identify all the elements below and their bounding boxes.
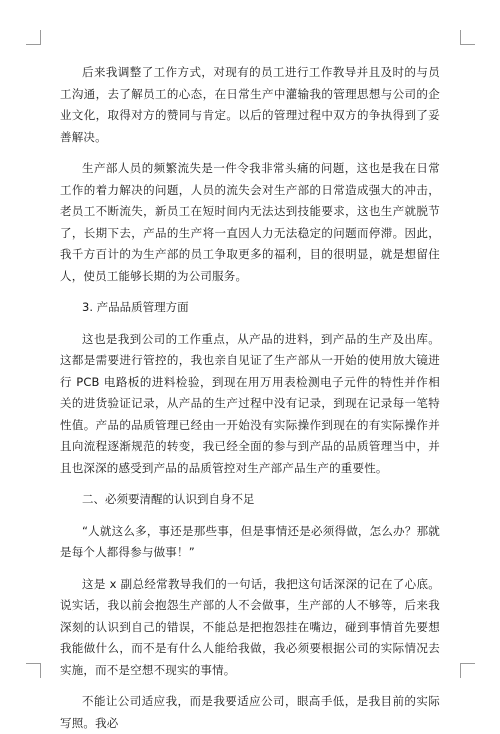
crop-mark-bottom-left: [26, 663, 41, 678]
crop-mark-top-right: [460, 30, 475, 45]
document-body: [60, 62, 440, 734]
section-heading-quality: 3. 产品品质管理方面: [82, 300, 189, 314]
crop-mark-bottom-right: [460, 663, 475, 678]
paragraph-adjust-work: 后来我调整了工作方式，对现有的员工进行工作教导并且及时的与员工沟通，去了解员工的心态，在日常生产中灌输我的管理思想与公司的企业文化，取得对方的赞同与肯定。以后的管理过程中双方的争执得到了妥善解决。: [60, 65, 440, 144]
paragraph-adapt-company: 不能让公司适应我，而是我要适应公司，眼高手低，是我目前的实际写照。我必: [60, 694, 440, 730]
paragraph-staff-turnover: 生产部人员的频繁流失是一件令我非常头痛的问题，这也是我在日常工作的着力解决的问题，人员的流失会对生产部的日常造成强大的冲击，老员工不断流失，新员工在短时间内无法达到技能要求，这也生产就脱节了，长期下去，产品的生产将一直因人力无法稳定的问题而停滞。因此，我千方百计的为生产部的员工争取更多的福利，目的很明显，就是想留住人，使员工能够长期的为公司服务。: [60, 161, 440, 283]
paragraph-quote: “人就这么多，事还是那些事，但是事情还是必须得做，怎么办？那就是每个人都得参与做事！”: [60, 523, 440, 559]
paragraph-vice-president-advice: 这是 x 副总经常教导我们的一句话，我把这句话深深的记在了心底。说实话，我以前会抱怨生产部的人不会做事，生产部的人不够等，后来我深刻的认识到自己的错误，不能总是把抱怨挂在嘴边，碰到事情首先要想我能做什么，而不是有什么人能给我做，我必须要根据公司的实际情况去实施，而不是空想不现实的事情。: [60, 576, 440, 677]
paragraph-quality-control: 这也是我到公司的工作重点，从产品的进料，到产品的生产及出库。这都是需要进行管控的，我也亲自见证了生产部从一开始的使用放大镜进行 PCB 电路板的进料检验，到现在用万用表检测电子元件的特性并作相关的进货验证记录，从产品的生产过程中没有记录，到现在记录每一笔特性值。产品的品质管理已经由一开始没有实际操作到现在的有实际操作并且向流程逐渐规范的转变，我已经全面的参与到产品的品质管理当中，并且也深深的感受到产品的品质管控对生产部产品生产的重要性。: [60, 331, 440, 475]
section-heading-shortcomings: 二、必须要清醒的认识到自身不足: [82, 492, 255, 506]
crop-mark-top-left: [26, 30, 41, 45]
